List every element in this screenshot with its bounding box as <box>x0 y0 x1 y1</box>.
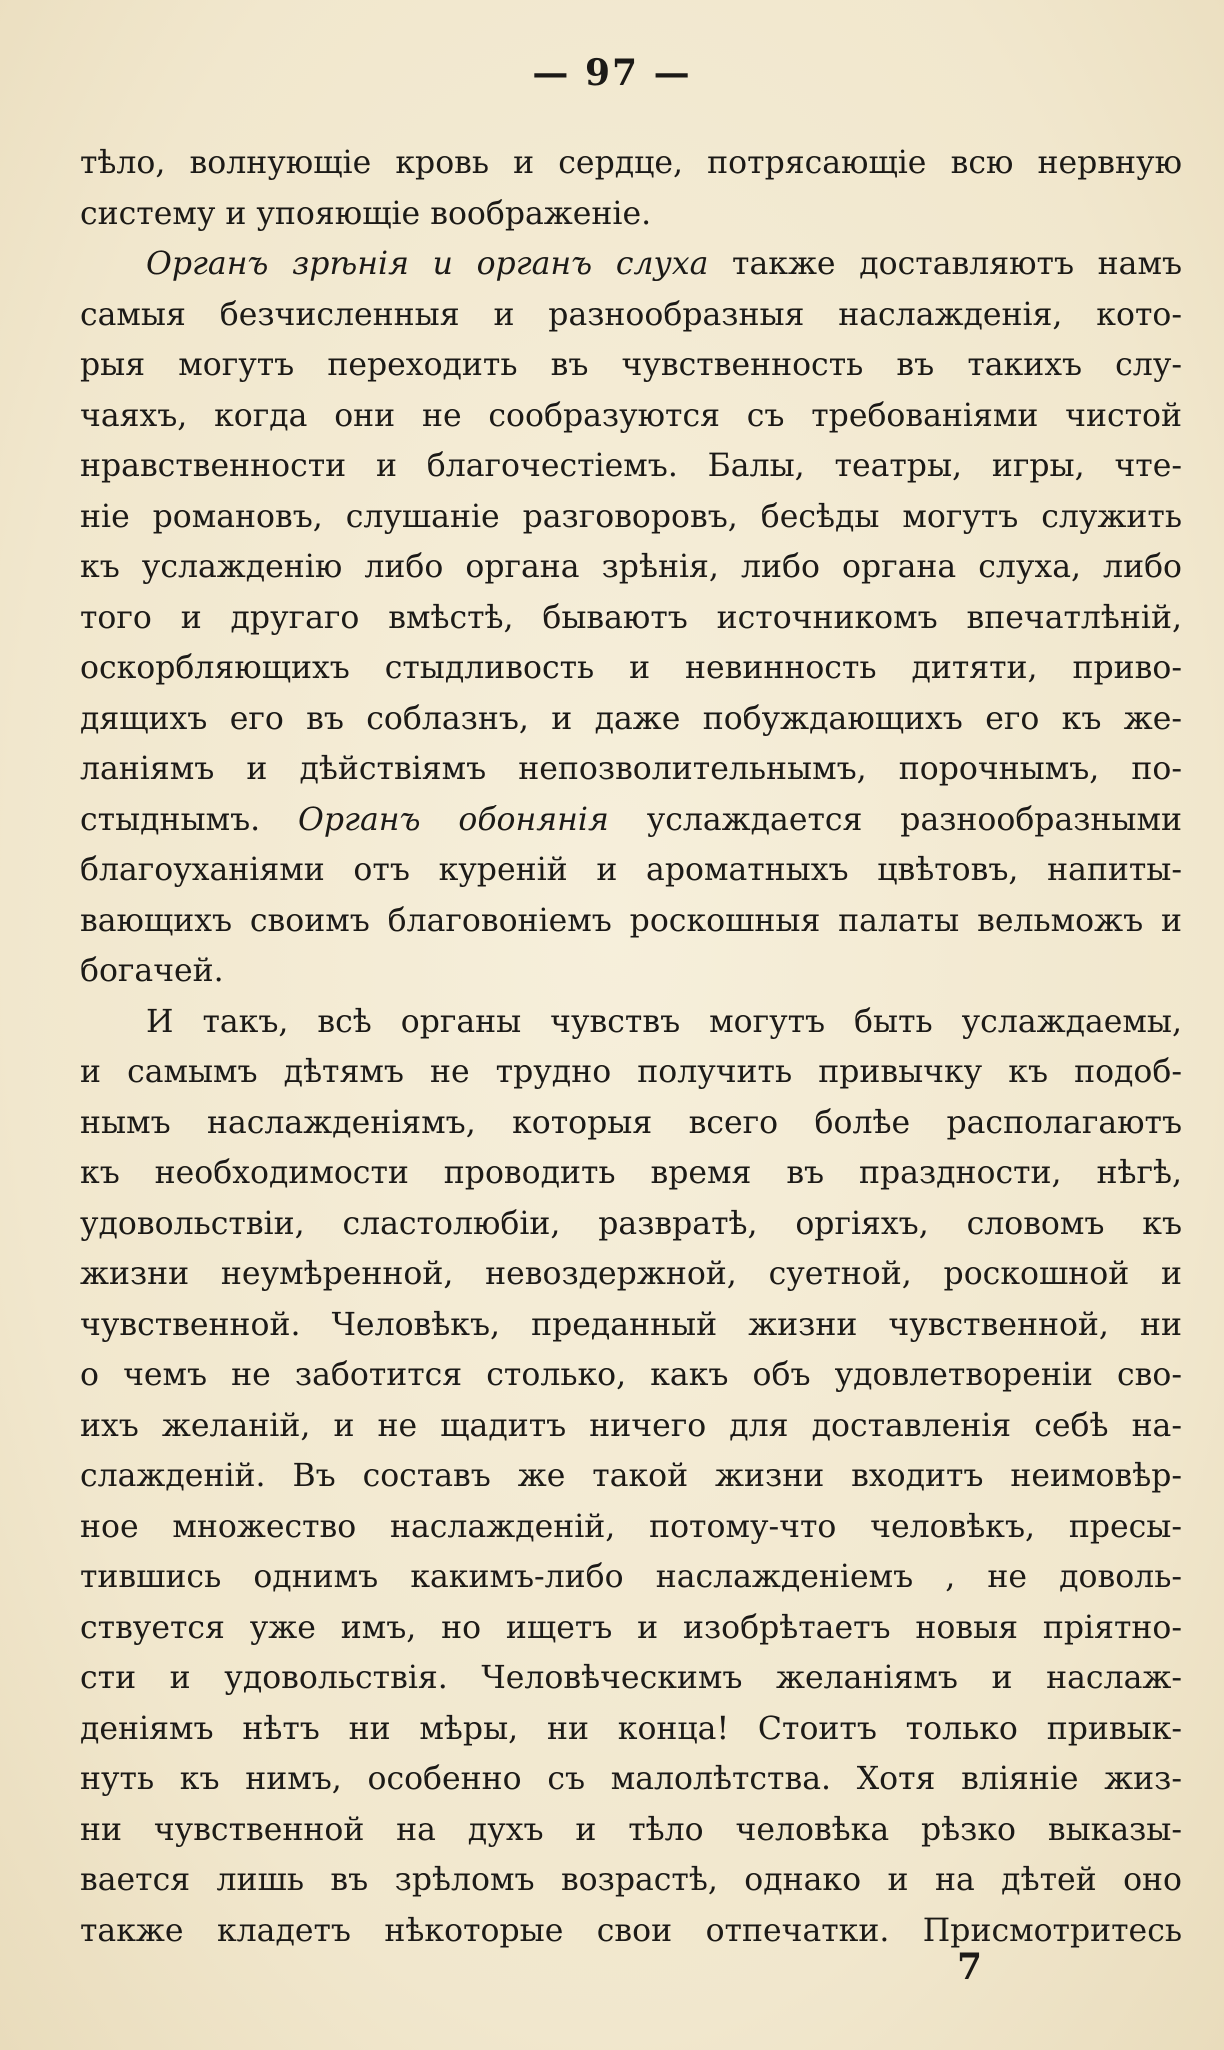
text-line <box>80 744 1182 795</box>
text-line <box>80 1098 1182 1149</box>
text-line <box>80 1653 1182 1704</box>
page-number-header: — 97 — <box>532 52 692 94</box>
text-line <box>80 643 1182 694</box>
text-segment: деніямъ нѣтъ ни мѣры, ни конца! Стоитъ только привык- <box>80 1710 1182 1747</box>
text-line <box>80 1350 1182 1401</box>
text-line <box>80 1451 1182 1502</box>
text-line <box>80 1199 1182 1250</box>
signature-mark: 7 <box>956 1946 982 1988</box>
text-segment: вается лишь въ зрѣломъ возрастѣ, однако и на дѣтей оно <box>80 1862 1182 1898</box>
text-segment: богачей. <box>80 953 224 989</box>
text-line <box>80 1552 1182 1603</box>
text-segment: къ услажденію либо органа зрѣнія, либо органа слуха, либо <box>80 549 1182 585</box>
text-line <box>80 492 1182 543</box>
text-segment: тѣло, волнующіе кровь и сердце, потрясающіе всю нервную <box>80 145 1182 181</box>
text-line <box>80 441 1182 492</box>
text-line <box>80 795 1182 846</box>
text-line <box>80 1401 1182 1452</box>
text-line <box>80 239 1182 290</box>
text-segment: ланіямъ и дѣйствіямъ непозволительнымъ, порочнымъ, по- <box>80 751 1182 787</box>
text-line <box>80 1047 1182 1098</box>
text-line <box>80 946 1182 997</box>
text-line <box>80 391 1182 442</box>
body-text <box>80 138 1182 1956</box>
text-segment: самыя безчисленныя и разнообразныя наслажденія, кото- <box>80 296 1182 333</box>
text-line <box>80 1704 1182 1755</box>
text-segment: услаждается разнообразными <box>608 801 1182 838</box>
text-segment: вающихъ своимъ благовоніемъ роскошныя палаты вельможъ и <box>80 902 1182 939</box>
text-segment: и самымъ дѣтямъ не трудно получить привычку къ подоб- <box>80 1054 1182 1090</box>
text-segment: ихъ желаній, и не щадитъ ничего для доставленія себѣ на- <box>80 1407 1182 1444</box>
text-line <box>80 1855 1182 1906</box>
text-line <box>80 1603 1182 1654</box>
text-segment: чувственной. Человѣкъ, преданный жизни чувственной, ни <box>80 1306 1182 1343</box>
text-line <box>80 1148 1182 1199</box>
text-segment: систему и упояющіе воображеніе. <box>80 195 652 232</box>
text-line <box>80 1300 1182 1351</box>
text-segment: слажденій. Въ составъ же такой жизни входитъ неимовѣр- <box>80 1458 1182 1494</box>
text-segment: тившись однимъ какимъ-либо наслажденіемъ , не доволь- <box>80 1559 1182 1595</box>
text-line <box>80 138 1182 189</box>
italic-term: Органъ обонянія <box>298 801 609 838</box>
text-segment: стыднымъ. <box>80 801 299 838</box>
text-segment: жизни неумѣренной, невоздержной, суетной, роскошной и <box>80 1256 1182 1292</box>
text-line <box>80 896 1182 947</box>
text-segment: также кладетъ нѣкоторые свои отпечатки. Присмотритесь <box>80 1912 1182 1949</box>
text-segment: нымъ наслажденіямъ, которыя всего болѣе располагаютъ <box>80 1104 1182 1141</box>
text-segment: къ необходимости проводить время въ праздности, нѣгѣ, <box>80 1155 1182 1191</box>
text-segment: дящихъ его въ соблазнъ, и даже побуждающихъ его къ же- <box>80 700 1182 737</box>
text-segment: И такъ, всѣ органы чувствъ могутъ быть услаждаемы, <box>146 1003 1182 1040</box>
text-segment: ное множество наслажденій, потому-что человѣкъ, пресы- <box>80 1508 1182 1545</box>
text-segment: ни чувственной на духъ и тѣло человѣка рѣзко выказы- <box>80 1811 1182 1848</box>
text-line <box>80 593 1182 644</box>
text-segment: благоуханіями отъ куреній и ароматныхъ цвѣтовъ, напиты- <box>80 852 1182 888</box>
text-segment: нравственности и благочестіемъ. Балы, театры, игры, чте- <box>80 448 1182 484</box>
text-segment: ствуется уже имъ, но ищетъ и изобрѣтаетъ новыя пріятно- <box>80 1609 1182 1646</box>
text-line <box>80 1754 1182 1805</box>
text-segment: ніе романовъ, слушаніе разговоровъ, бесѣды могутъ служить <box>80 498 1182 535</box>
text-line <box>80 1502 1182 1553</box>
text-segment: также доставляютъ намъ <box>708 246 1182 282</box>
text-line <box>80 1805 1182 1856</box>
text-line <box>80 542 1182 593</box>
text-segment: того и другаго вмѣстѣ, бываютъ источникомъ впечатлѣній, <box>80 599 1182 636</box>
text-segment: нуть къ нимъ, особенно съ малолѣтства. Хотя вліяніе жиз- <box>80 1761 1182 1797</box>
text-line <box>80 845 1182 896</box>
text-segment: о чемъ не заботится столько, какъ объ удовлетвореніи сво- <box>80 1357 1182 1393</box>
text-line <box>80 997 1182 1048</box>
text-segment: оскорбляющихъ стыдливость и невинность дитяти, приво- <box>80 650 1182 686</box>
text-line <box>80 1906 1182 1957</box>
text-line <box>80 340 1182 391</box>
text-line <box>80 290 1182 341</box>
text-segment: чаяхъ, когда они не сообразуются съ требованіями чистой <box>80 397 1182 434</box>
text-segment: сти и удовольствія. Человѣческимъ желаніямъ и наслаж- <box>80 1660 1182 1696</box>
text-line <box>80 694 1182 745</box>
text-line <box>80 1249 1182 1300</box>
italic-term: Органъ зрѣнія и органъ слуха <box>146 246 709 282</box>
text-segment: удовольствіи, сластолюбіи, развратѣ, оргіяхъ, словомъ къ <box>80 1205 1182 1242</box>
text-line <box>80 189 1182 240</box>
text-segment: рыя могутъ переходить въ чувственность въ такихъ слу- <box>80 347 1182 383</box>
